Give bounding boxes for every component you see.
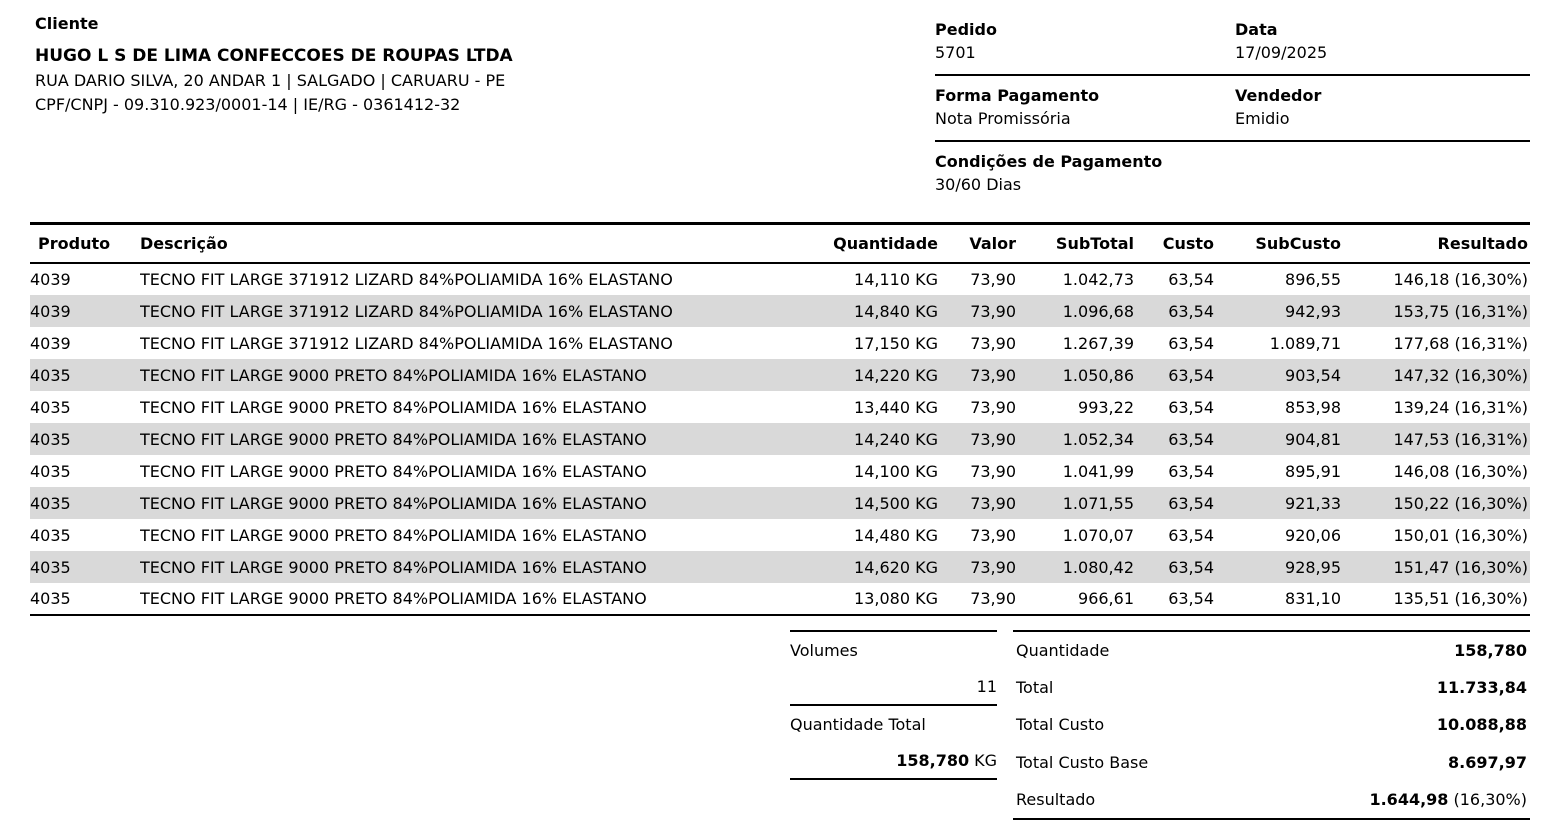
cell-produto: 4035 [30,461,71,481]
table-row [30,359,1530,391]
pedido-label: Pedido [935,20,997,39]
cell-resultado: 147,53 (16,31%) [1393,429,1528,449]
cell-subtotal: 993,22 [1078,397,1134,417]
cell-descricao: TECNO FIT LARGE 371912 LIZARD 84%POLIAMIDA 16% ELASTANO [140,301,673,321]
vendedor-field [1235,86,1530,128]
cell-resultado: 177,68 (16,31%) [1393,333,1528,353]
cell-valor: 73,90 [970,301,1016,321]
cell-subcusto: 1.089,71 [1269,333,1341,353]
cell-subtotal: 1.052,34 [1062,429,1134,449]
cell-subtotal: 1.070,07 [1062,525,1134,545]
cell-resultado: 150,01 (16,30%) [1393,525,1528,545]
forma-pagamento-field [935,86,1235,128]
cell-subtotal: 1.096,68 [1062,301,1134,321]
table-row [30,423,1530,455]
col-header-custo: Custo [1136,224,1216,264]
cell-valor: 73,90 [970,365,1016,385]
cell-subtotal: 1.042,73 [1062,270,1134,289]
cell-subcusto: 920,06 [1285,525,1341,545]
cell-subtotal: 1.267,39 [1062,333,1134,353]
order-info-row-2 [935,76,1530,142]
cell-custo: 63,54 [1168,365,1214,385]
cell-subcusto: 831,10 [1216,583,1343,615]
volumes-value: 11 [790,669,997,706]
cell-valor: 73,90 [970,525,1016,545]
cell-descricao: TECNO FIT LARGE 9000 PRETO 84%POLIAMIDA 16% ELASTANO [140,583,785,615]
cell-resultado: 153,75 (16,31%) [1393,301,1528,321]
cell-descricao: TECNO FIT LARGE 9000 PRETO 84%POLIAMIDA 16% ELASTANO [140,525,647,545]
quantidade-total-label: Quantidade Total [790,715,926,734]
condicoes-value: 30/60 Dias [935,175,1022,194]
items-table-body [30,263,1530,615]
summary-row-resultado [1013,781,1530,818]
summary-value: 1.644,98 (16,30%) [1369,789,1527,809]
pedido-value: 5701 [935,43,976,62]
cell-resultado: 147,32 (16,30%) [1393,365,1528,385]
cell-resultado: 135,51 (16,30%) [1343,583,1530,615]
cell-descricao: TECNO FIT LARGE 9000 PRETO 84%POLIAMIDA 16% ELASTANO [140,429,647,449]
cell-produto: 4035 [30,493,71,513]
client-block [35,14,735,119]
summary-row-total-custo-base [1013,744,1530,781]
summary-label: Quantidade [1016,641,1110,661]
cell-produto: 4035 [30,583,140,615]
vendedor-value: Emidio [1235,109,1290,128]
cell-produto: 4035 [30,429,71,449]
cell-valor: 73,90 [970,270,1016,289]
cell-subtotal: 1.071,55 [1062,493,1134,513]
cell-subcusto: 896,55 [1285,270,1341,289]
cell-descricao: TECNO FIT LARGE 9000 PRETO 84%POLIAMIDA 16% ELASTANO [140,365,647,385]
summary-label: Total Custo Base [1016,752,1149,772]
cell-produto: 4035 [30,365,71,385]
cell-resultado: 139,24 (16,31%) [1393,397,1528,417]
table-row [30,519,1530,551]
volumes-label: Volumes [790,641,858,660]
cell-quantidade: 13,440 KG [854,397,938,417]
cell-subcusto: 921,33 [1285,493,1341,513]
col-header-resultado: Resultado [1343,224,1530,264]
order-info-row-1 [935,16,1530,76]
cell-custo: 63,54 [1168,333,1214,353]
cell-produto: 4039 [30,301,71,321]
cell-quantidade: 14,240 KG [854,429,938,449]
cell-quantidade: 14,110 KG [854,270,938,289]
cell-resultado: 151,47 (16,30%) [1393,557,1528,577]
condicoes-field [935,152,1530,194]
quantidade-total-number: 158,780 [896,751,970,770]
cell-descricao: TECNO FIT LARGE 9000 PRETO 84%POLIAMIDA 16% ELASTANO [140,493,647,513]
summary-row-total-custo [1013,706,1530,743]
table-row [30,551,1530,583]
summary-value: 11.733,84 [1436,678,1527,698]
cell-custo: 63,54 [1168,301,1214,321]
client-documents: CPF/CNPJ - 09.310.923/0001-14 | IE/RG - 0361412-32 [35,95,461,114]
header-row [30,224,1530,264]
summary-row-quantidade [1013,632,1530,669]
cell-valor: 73,90 [970,493,1016,513]
table-row [30,455,1530,487]
cell-custo: 63,54 [1168,525,1214,545]
col-header-descricao: Descrição [140,224,785,264]
cell-subcusto: 895,91 [1285,461,1341,481]
cell-subcusto: 903,54 [1285,365,1341,385]
cell-quantidade: 14,100 KG [854,461,938,481]
summary-value: 158,780 [1454,641,1527,661]
cell-valor: 73,90 [970,333,1016,353]
cell-subtotal: 966,61 [1018,583,1136,615]
cell-custo: 63,54 [1168,429,1214,449]
cell-custo: 63,54 [1168,397,1214,417]
col-header-produto: Produto [30,224,140,264]
summary-row-total [1013,669,1530,706]
table-row [30,391,1530,423]
cell-subcusto: 853,98 [1285,397,1341,417]
order-info-row-3 [935,142,1530,206]
cell-produto: 4035 [30,525,71,545]
vendedor-label: Vendedor [1235,86,1322,105]
col-header-subtotal: SubTotal [1018,224,1136,264]
cell-quantidade: 14,500 KG [854,493,938,513]
summary-label: Resultado [1016,789,1096,809]
summary-value: 8.697,97 [1448,752,1527,772]
forma-pagamento-label: Forma Pagamento [935,86,1100,105]
cell-quantidade: 14,480 KG [854,525,938,545]
col-header-subcusto: SubCusto [1216,224,1343,264]
summary-value: 10.088,88 [1436,715,1527,735]
volumes-summary [790,630,997,780]
totals-summary [1013,630,1530,820]
cell-valor: 73,90 [970,397,1016,417]
condicoes-label: Condições de Pagamento [935,152,1163,171]
table-row [30,583,1530,615]
cell-subcusto: 928,95 [1285,557,1341,577]
cell-valor: 73,90 [940,583,1018,615]
cell-descricao: TECNO FIT LARGE 9000 PRETO 84%POLIAMIDA 16% ELASTANO [140,557,647,577]
cell-produto: 4035 [30,397,71,417]
data-field [1235,20,1530,62]
cell-quantidade: 14,840 KG [854,301,938,321]
cell-custo: 63,54 [1168,493,1214,513]
cell-quantidade: 17,150 KG [854,333,938,353]
cell-produto: 4039 [30,270,71,289]
cell-descricao: TECNO FIT LARGE 371912 LIZARD 84%POLIAMIDA 16% ELASTANO [140,333,673,353]
cell-custo: 63,54 [1168,557,1214,577]
cell-descricao: TECNO FIT LARGE 9000 PRETO 84%POLIAMIDA 16% ELASTANO [140,397,647,417]
col-header-valor: Valor [940,224,1018,264]
summary-label: Total [1016,678,1054,698]
cell-resultado: 150,22 (16,30%) [1393,493,1528,513]
client-name: HUGO L S DE LIMA CONFECCOES DE ROUPAS LTDA [35,46,513,66]
cell-resultado: 146,18 (16,30%) [1393,270,1528,289]
cell-descricao: TECNO FIT LARGE 371912 LIZARD 84%POLIAMIDA 16% ELASTANO [140,270,673,289]
client-section-label: Cliente [35,14,99,33]
cell-valor: 73,90 [970,557,1016,577]
pedido-field [935,20,1235,62]
cell-custo: 63,54 [1136,583,1216,615]
cell-resultado: 146,08 (16,30%) [1393,461,1528,481]
cell-valor: 73,90 [970,461,1016,481]
items-table-header [30,224,1530,264]
cell-produto: 4039 [30,333,71,353]
cell-descricao: TECNO FIT LARGE 9000 PRETO 84%POLIAMIDA 16% ELASTANO [140,461,647,481]
cell-quantidade: 14,220 KG [854,365,938,385]
order-info-block [935,16,1530,206]
cell-subcusto: 942,93 [1285,301,1341,321]
table-row [30,327,1530,359]
cell-custo: 63,54 [1168,461,1214,481]
items-table [30,222,1530,616]
cell-subtotal: 1.080,42 [1062,557,1134,577]
summary-label: Total Custo [1016,715,1105,735]
cell-subtotal: 1.050,86 [1062,365,1134,385]
cell-quantidade: 13,080 KG [785,583,940,615]
cell-custo: 63,54 [1168,270,1214,289]
cell-quantidade: 14,620 KG [854,557,938,577]
cell-produto: 4035 [30,557,71,577]
quantidade-total-unit: KG [974,751,997,770]
data-label: Data [1235,20,1278,39]
table-row [30,487,1530,519]
table-row [30,295,1530,327]
quantidade-total-value [790,743,997,780]
client-address: RUA DARIO SILVA, 20 ANDAR 1 | SALGADO | CARUARU - PE [35,71,506,90]
cell-subcusto: 904,81 [1285,429,1341,449]
cell-subtotal: 1.041,99 [1062,461,1134,481]
col-header-quantidade: Quantidade [785,224,940,264]
data-value: 17/09/2025 [1235,43,1328,62]
forma-pagamento-value: Nota Promissória [935,109,1071,128]
table-row [30,263,1530,295]
cell-valor: 73,90 [970,429,1016,449]
